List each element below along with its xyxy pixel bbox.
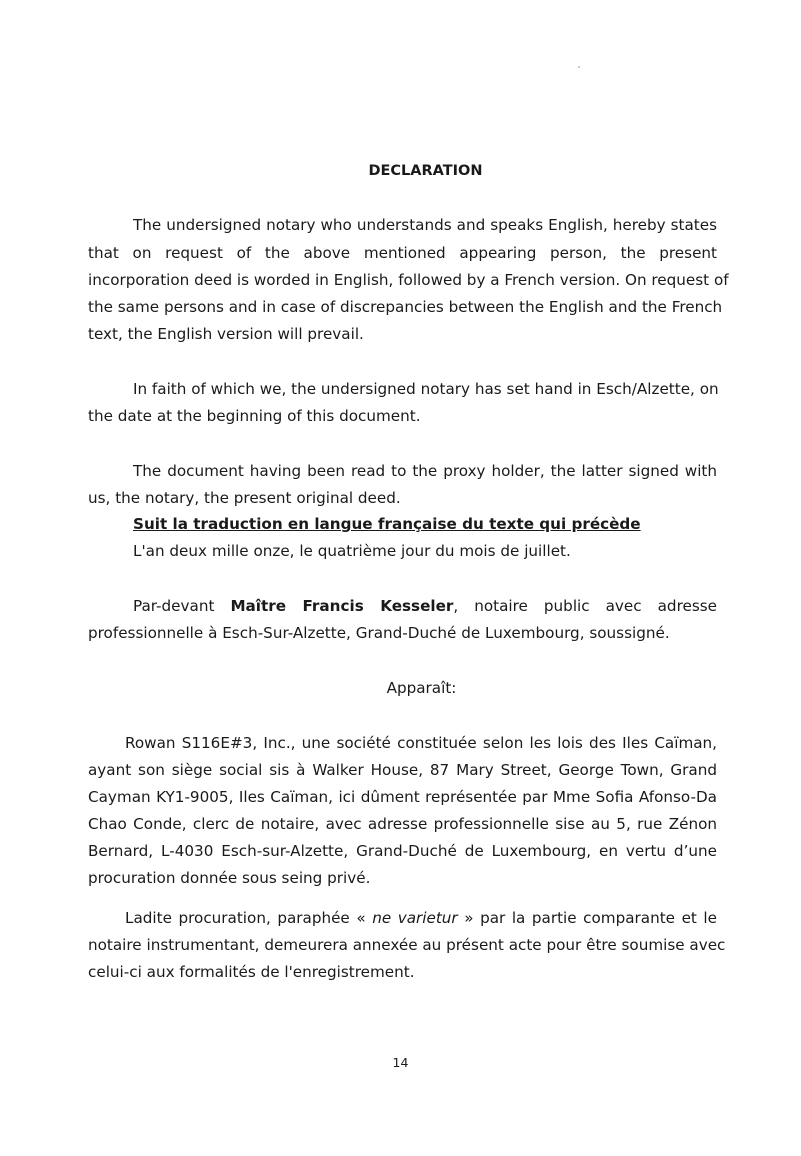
- ladite-line1: [125, 908, 717, 928]
- para1-line5: text, the English version will prevail.: [88, 325, 364, 343]
- ladite-line3: celui-ci aux formalités de l'enregistrement.: [88, 963, 415, 981]
- rowan-line2: ayant son siège social sis à Walker House, 87 Mary Street, George Town, Grand: [88, 761, 717, 779]
- rowan-line5: Bernard, L-4030 Esch-sur-Alzette, Grand-Duché de Luxembourg, en vertu d’une: [88, 842, 717, 860]
- para2-line2: the date at the beginning of this document.: [88, 407, 421, 425]
- ladite-line2: notaire instrumentant, demeurera annexée au présent acte pour être soumise avec: [88, 936, 726, 954]
- para1-line3: incorporation deed is worded in English, followed by a French version. On request of: [88, 271, 729, 289]
- rowan-line6: procuration donnée sous seing privé.: [88, 869, 371, 887]
- para3-line1: The document having been read to the proxy holder, the latter signed with: [133, 462, 717, 480]
- appears-heading: Apparaît:: [386, 679, 457, 697]
- par-devant-prefix: Par-devant: [133, 597, 215, 615]
- par-devant-line2: professionnelle à Esch-Sur-Alzette, Grand-Duché de Luxembourg, soussigné.: [88, 624, 670, 642]
- para3-line2: us, the notary, the present original deed.: [88, 489, 401, 507]
- notary-name: Maître Francis Kesseler: [230, 597, 454, 615]
- date-line: L'an deux mille onze, le quatrième jour du mois de juillet.: [133, 542, 571, 560]
- para1-line4: the same persons and in case of discrepancies between the English and the French: [88, 298, 723, 316]
- ladite-prefix: Ladite procuration, paraphée «: [125, 909, 366, 927]
- para2-line1: In faith of which we, the undersigned notary has set hand in Esch/Alzette, on: [133, 380, 719, 398]
- ne-varietur: ne varietur: [372, 909, 458, 927]
- page-number: 14: [392, 1055, 409, 1070]
- declaration-heading: DECLARATION: [368, 163, 483, 179]
- para1-line1: The undersigned notary who understands and speaks English, hereby states: [133, 216, 717, 234]
- par-devant-line1: [133, 596, 717, 616]
- rowan-line1: Rowan S116E#3, Inc., une société constituée selon les lois des Iles Caïman,: [125, 734, 717, 752]
- translation-heading: Suit la traduction en langue française du texte qui précède: [133, 515, 641, 533]
- rowan-line4: Chao Conde, clerc de notaire, avec adresse professionnelle sise au 5, rue Zénon: [88, 815, 717, 833]
- para1-line2: that on request of the above mentioned appearing person, the present: [88, 244, 717, 262]
- rowan-line3: Cayman KY1-9005, Iles Caïman, ici dûment représentée par Mme Sofia Afonso-Da: [88, 788, 717, 806]
- scan-speck: [578, 66, 580, 68]
- par-devant-suffix: , notaire public avec adresse: [453, 597, 717, 615]
- ladite-suffix: » par la partie comparante et le: [464, 909, 717, 927]
